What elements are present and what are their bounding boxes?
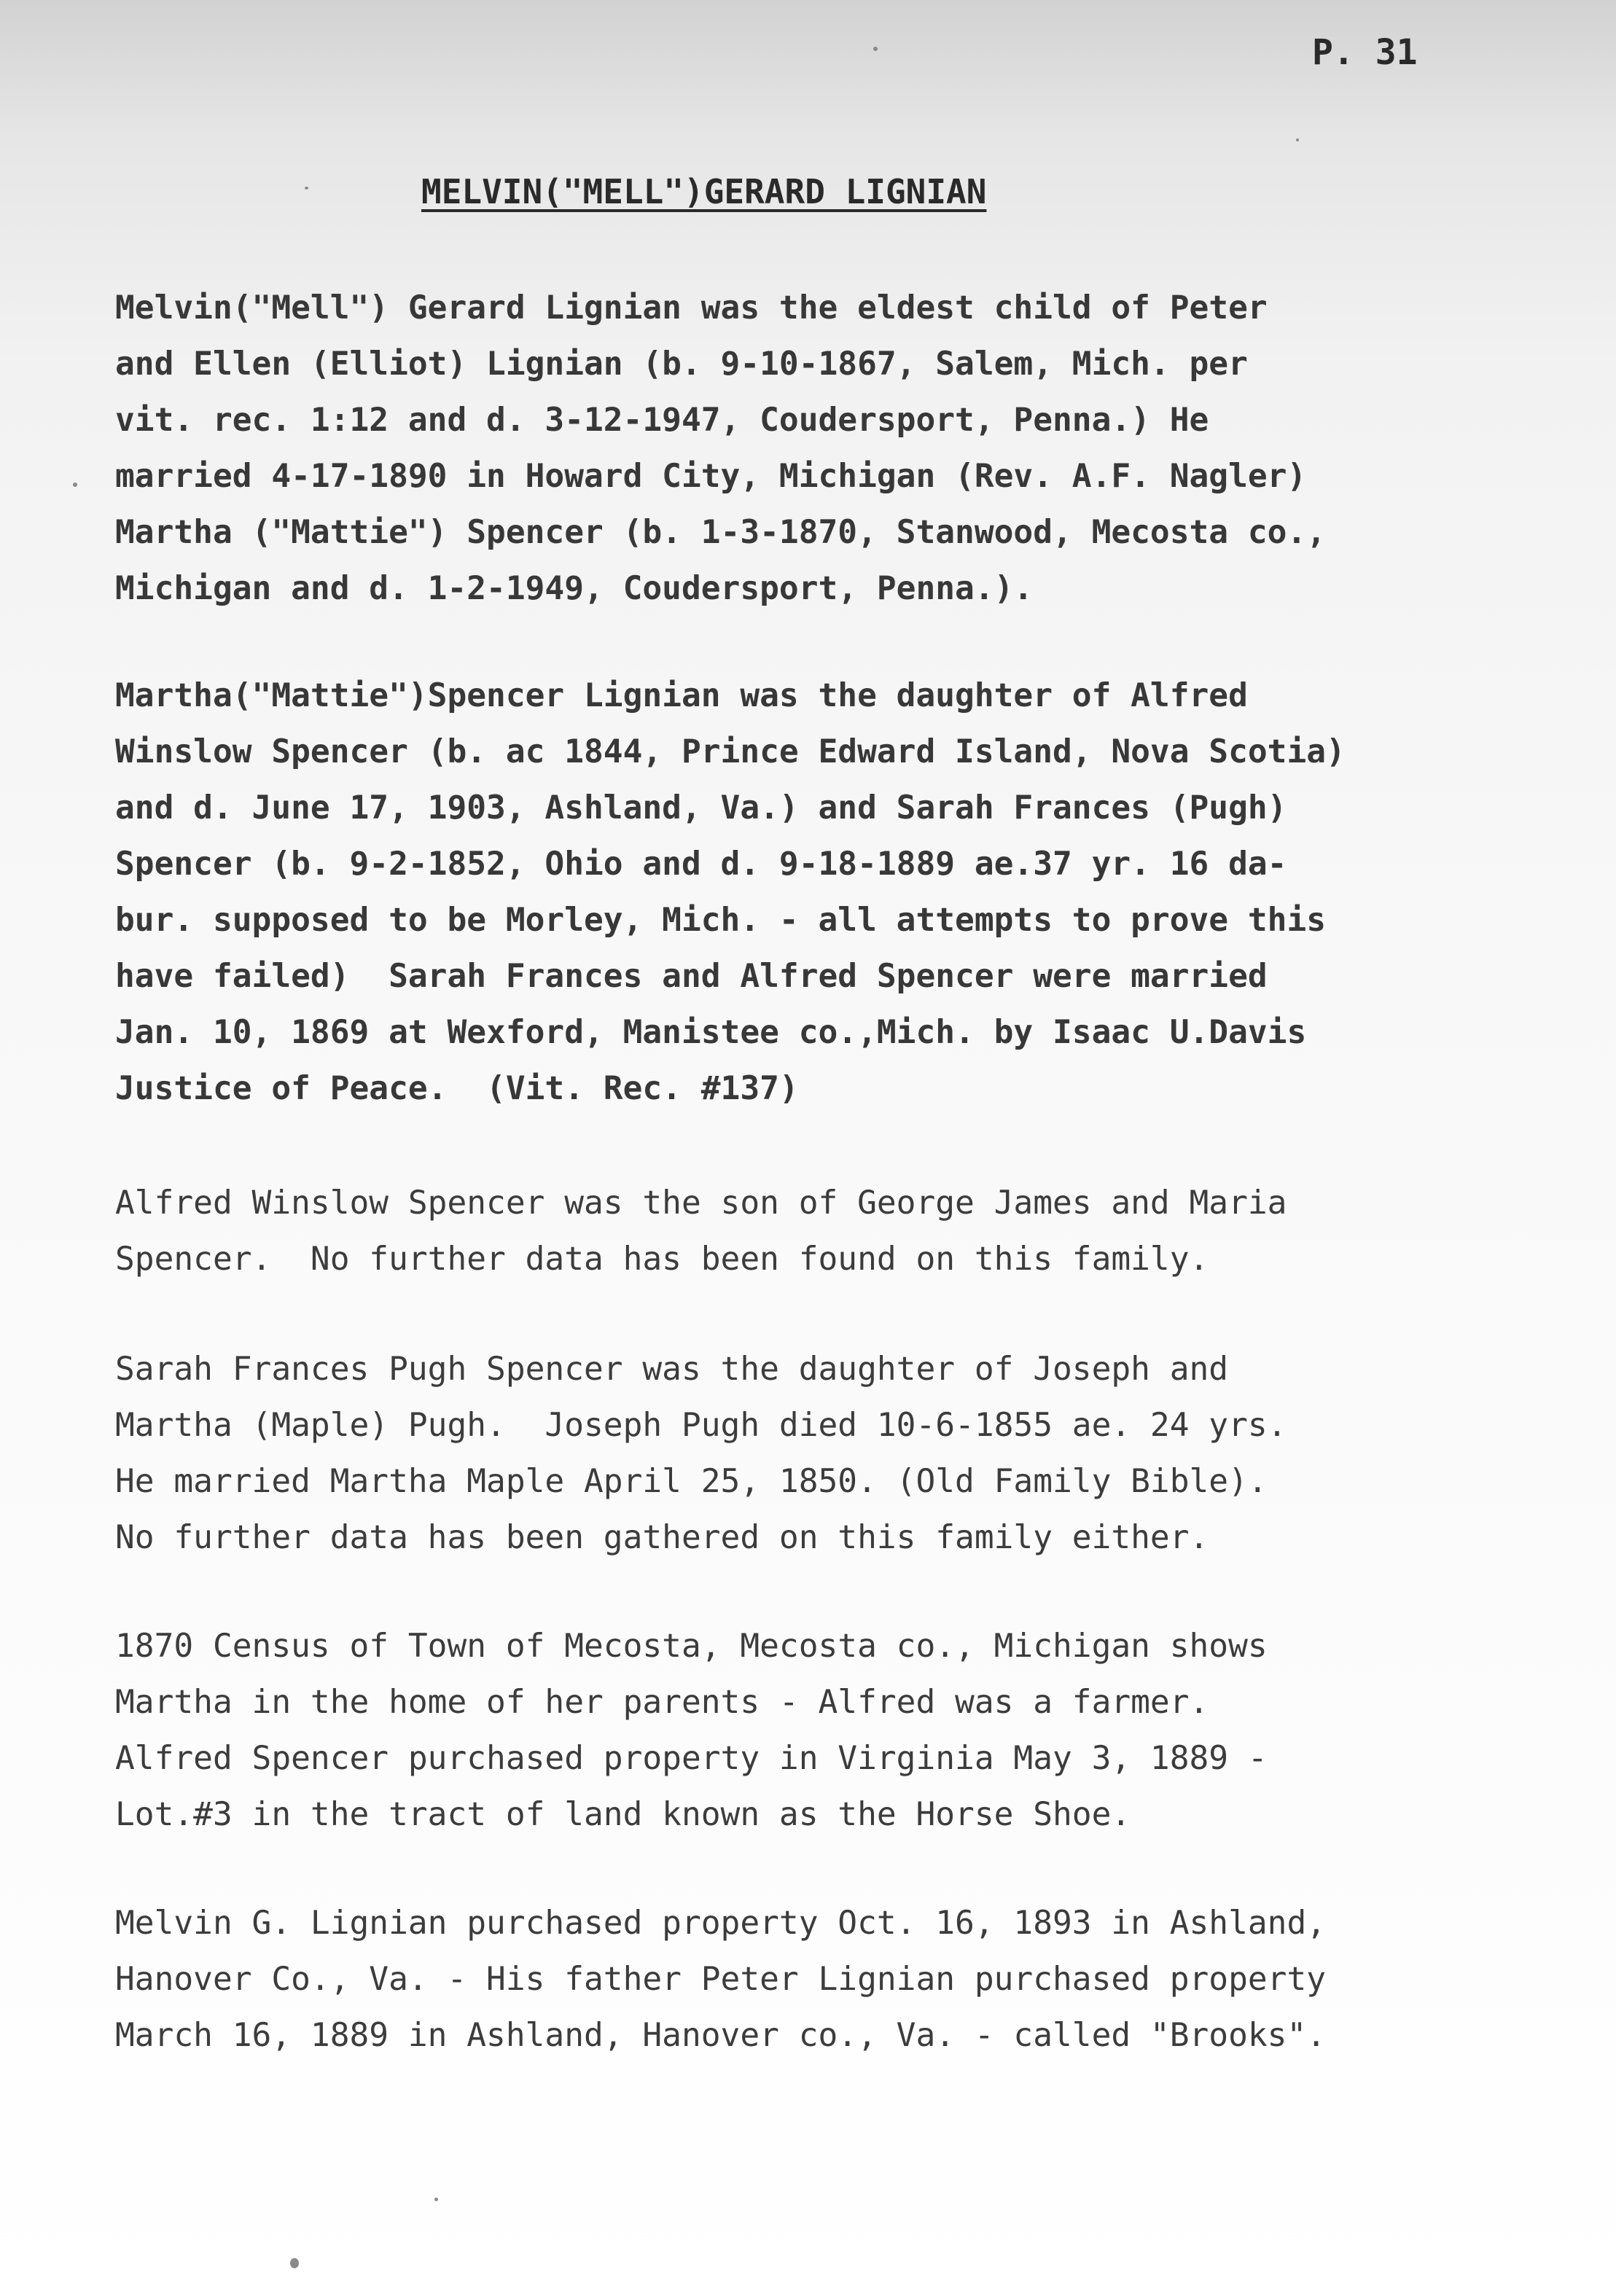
text-line: and Ellen (Elliot) Lignian (b. 9-10-1867, Salem, Mich. per xyxy=(115,345,1248,383)
text-line: No further data has been gathered on this family either. xyxy=(115,1519,1209,1556)
text-line: 1870 Census of Town of Mecosta, Mecosta co., Michigan shows xyxy=(115,1628,1268,1665)
paragraph-marriage xyxy=(115,280,1544,617)
page-title: MELVIN("MELL")GERARD LIGNIAN xyxy=(421,172,987,211)
scan-speck xyxy=(434,2198,438,2201)
page-number: P. 31 xyxy=(1312,32,1418,73)
text-line: Alfred Spencer purchased property in Virginia May 3, 1889 - xyxy=(115,1740,1268,1777)
scan-speck xyxy=(873,47,878,51)
text-line: married 4-17-1890 in Howard City, Michigan (Rev. A.F. Nagler) xyxy=(115,458,1307,495)
text-line: Jan. 10, 1869 at Wexford, Manistee co.,Mich. by Isaac U.Davis xyxy=(115,1014,1307,1051)
text-line: bur. supposed to be Morley, Mich. - all attempts to prove this xyxy=(115,902,1327,939)
text-line: Winslow Spencer (b. ac 1844, Prince Edward Island, Nova Scotia) xyxy=(115,733,1346,770)
text-line: vit. rec. 1:12 and d. 3-12-1947, Coudersport, Penna.) He xyxy=(115,402,1209,439)
text-line: Alfred Winslow Spencer was the son of George James and Maria xyxy=(115,1184,1287,1222)
text-line: Martha ("Mattie") Spencer (b. 1-3-1870, Stanwood, Mecosta co., xyxy=(115,514,1327,551)
text-line: Lot.#3 in the tract of land known as the Horse Shoe. xyxy=(115,1796,1131,1833)
text-line: and d. June 17, 1903, Ashland, Va.) and Sarah Frances (Pugh) xyxy=(115,789,1287,827)
text-line: Michigan and d. 1-2-1949, Coudersport, Penna.). xyxy=(115,570,1034,607)
text-line: Martha("Mattie")Spencer Lignian was the daughter of Alfred xyxy=(115,677,1248,714)
text-line: Melvin("Mell") Gerard Lignian was the eldest child of Peter xyxy=(115,289,1268,327)
paragraph-sarah-parents xyxy=(115,1341,1544,1566)
text-line: have failed) Sarah Frances and Alfred Spencer were married xyxy=(115,958,1268,995)
text-line: Justice of Peace. (Vit. Rec. #137) xyxy=(115,1070,799,1107)
text-line: March 16, 1889 in Ashland, Hanover co., Va. - called "Brooks". xyxy=(115,2017,1327,2054)
scan-speck xyxy=(73,483,77,487)
scan-speck xyxy=(305,187,308,190)
paragraph-alfred-parents xyxy=(115,1175,1544,1287)
text-line: Hanover Co., Va. - His father Peter Lignian purchased property xyxy=(115,1961,1327,1998)
text-line: Melvin G. Lignian purchased property Oct. 16, 1893 in Ashland, xyxy=(115,1905,1327,1942)
text-line: He married Martha Maple April 25, 1850. (Old Family Bible). xyxy=(115,1463,1268,1500)
text-line: Sarah Frances Pugh Spencer was the daughter of Joseph and xyxy=(115,1351,1229,1388)
text-line: Martha (Maple) Pugh. Joseph Pugh died 10-6-1855 ae. 24 yrs. xyxy=(115,1407,1287,1444)
text-line: Spencer. No further data has been found on this family. xyxy=(115,1241,1209,1278)
paragraph-property xyxy=(115,1895,1544,2063)
text-line: Spencer (b. 9-2-1852, Ohio and d. 9-18-1889 ae.37 yr. 16 da- xyxy=(115,846,1287,883)
scan-speck xyxy=(1296,138,1299,141)
text-line: Martha in the home of her parents - Alfred was a farmer. xyxy=(115,1684,1209,1721)
paragraph-martha-parents xyxy=(115,668,1544,1117)
scan-speck xyxy=(290,2258,299,2268)
paragraph-census xyxy=(115,1618,1544,1843)
